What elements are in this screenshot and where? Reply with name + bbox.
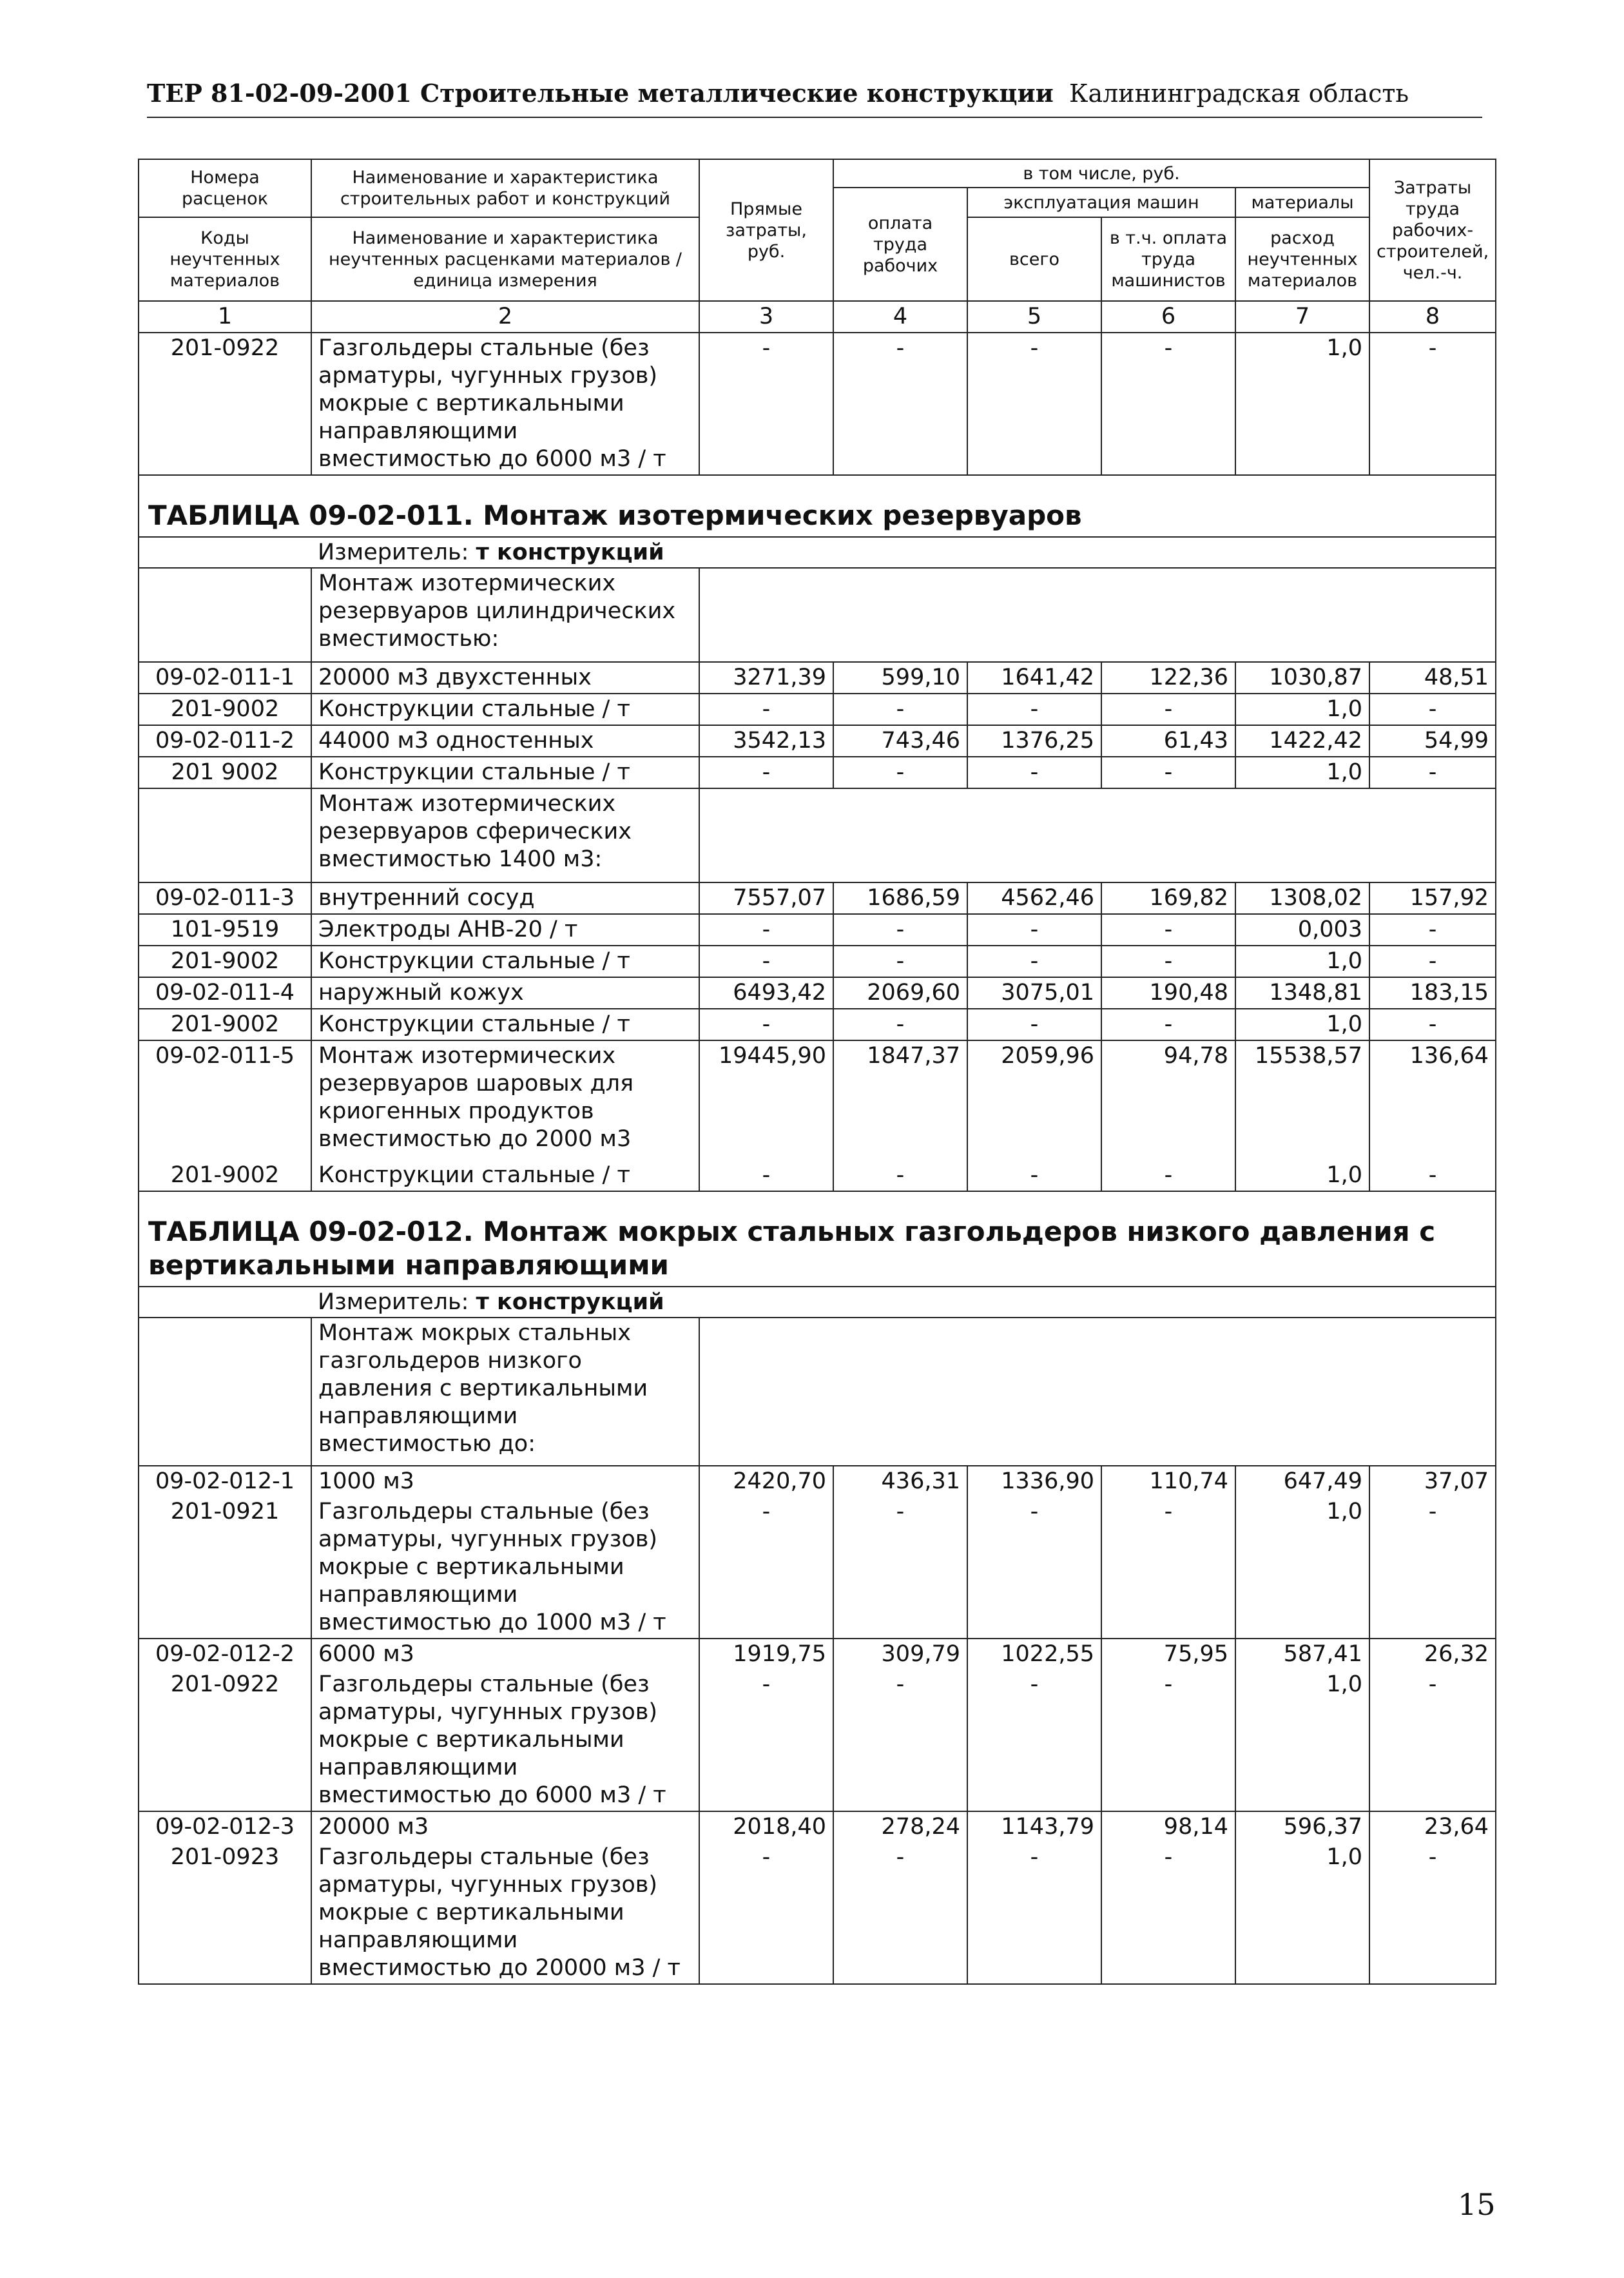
group-description: Монтаж мокрых стальных газгольдеров низкого давления с вертикальными направляющими вместимостью до: — [311, 1318, 699, 1466]
value-labor-hours: - — [1369, 1842, 1496, 1984]
rate-code: 09-02-011-4 — [139, 977, 311, 1009]
value-materials: 1,0 — [1235, 333, 1369, 475]
value-machines: - — [967, 1497, 1101, 1639]
meter-row — [139, 537, 1496, 568]
value-materials: 1348,81 — [1235, 977, 1369, 1009]
value-machines: - — [967, 1160, 1101, 1191]
rate-code: 09-02-011-2 — [139, 725, 311, 757]
material-row — [139, 694, 1496, 725]
value-operators: 75,95 — [1101, 1639, 1235, 1670]
value-direct: - — [699, 1160, 833, 1191]
value-materials: 0,003 — [1235, 914, 1369, 946]
value-materials: 1,0 — [1235, 1842, 1369, 1984]
value-labor: - — [833, 914, 967, 946]
table-row — [139, 1466, 1496, 1497]
value-operators: - — [1101, 757, 1235, 788]
table-title-row — [139, 1191, 1496, 1287]
meter-value: т конструкций — [476, 1289, 664, 1315]
value-labor-hours: 37,07 — [1369, 1466, 1496, 1497]
rate-code: 09-02-011-5 — [139, 1040, 311, 1160]
table-row — [139, 977, 1496, 1009]
material-name: Конструкции стальные / т — [311, 757, 699, 788]
value-direct: - — [699, 1009, 833, 1040]
value-labor-hours: - — [1369, 1009, 1496, 1040]
value-operators: - — [1101, 1670, 1235, 1811]
value-labor: - — [833, 946, 967, 977]
col5-header: всего — [967, 217, 1101, 301]
meter-label: Измеритель: — [318, 1289, 469, 1315]
material-row — [139, 1670, 1496, 1811]
table-title-row — [139, 475, 1496, 537]
rate-code: 09-02-011-3 — [139, 882, 311, 914]
value-materials: 1,0 — [1235, 1009, 1369, 1040]
region-name: Калининградская область — [1069, 79, 1409, 108]
value-machines: - — [967, 1842, 1101, 1984]
value-operators: - — [1101, 946, 1235, 977]
value-labor: 2069,60 — [833, 977, 967, 1009]
value-machines: - — [967, 1670, 1101, 1811]
value-labor: - — [833, 1842, 967, 1984]
value-direct: - — [699, 757, 833, 788]
document-code: ТЕР 81-02-09-2001 Строительные металлические конструкции — [147, 79, 1054, 108]
group-row — [139, 1318, 1496, 1466]
rate-name: 6000 м3 — [311, 1639, 699, 1670]
material-row — [139, 757, 1496, 788]
value-machines: 1143,79 — [967, 1811, 1101, 1842]
value-machines: 1336,90 — [967, 1466, 1101, 1497]
col1-header-top: Номера расценок — [139, 159, 311, 217]
value-materials: 1,0 — [1235, 694, 1369, 725]
rate-name: Монтаж изотермических резервуаров шаровых для криогенных продуктов вместимостью до 2000 м3 — [311, 1040, 699, 1160]
col7-header: расход неучтенных материалов — [1235, 217, 1369, 301]
value-operators: - — [1101, 1842, 1235, 1984]
value-labor-hours: - — [1369, 1160, 1496, 1191]
table-title: ТАБЛИЦА 09-02-012. Монтаж мокрых стальных газгольдеров низкого давления с вертикальными направляющими — [139, 1191, 1496, 1287]
value-operators: - — [1101, 1009, 1235, 1040]
material-name: Газгольдеры стальные (без арматуры, чугунных грузов) мокрые с вертикальными направляющими вместимостью до 20000 м3 / т — [311, 1842, 699, 1984]
material-row — [139, 1842, 1496, 1984]
value-machines: 2059,96 — [967, 1040, 1101, 1160]
value-labor: 309,79 — [833, 1639, 967, 1670]
value-materials: 1,0 — [1235, 1160, 1369, 1191]
col-number: 7 — [1235, 301, 1369, 333]
meter — [311, 537, 1496, 568]
value-labor-hours: 157,92 — [1369, 882, 1496, 914]
table-row — [139, 1040, 1496, 1160]
rates-table — [138, 159, 1496, 1985]
value-machines: 1376,25 — [967, 725, 1101, 757]
machines-header: эксплуатация машин — [967, 188, 1235, 217]
value-labor: 278,24 — [833, 1811, 967, 1842]
material-name: Конструкции стальные / т — [311, 946, 699, 977]
value-labor-hours: - — [1369, 946, 1496, 977]
material-code: 201-0921 — [139, 1497, 311, 1639]
value-labor-hours: - — [1369, 694, 1496, 725]
value-materials: 15538,57 — [1235, 1040, 1369, 1160]
value-direct: 3542,13 — [699, 725, 833, 757]
value-materials: 587,41 — [1235, 1639, 1369, 1670]
material-row — [139, 914, 1496, 946]
value-labor-hours: - — [1369, 914, 1496, 946]
col-number: 3 — [699, 301, 833, 333]
material-code: 201-9002 — [139, 694, 311, 725]
value-labor: - — [833, 757, 967, 788]
material-name: Конструкции стальные / т — [311, 1160, 699, 1191]
col2-header-top: Наименование и характеристика строительных работ и конструкций — [311, 159, 699, 217]
value-labor: 436,31 — [833, 1466, 967, 1497]
value-labor: 599,10 — [833, 662, 967, 694]
value-direct: 7557,07 — [699, 882, 833, 914]
value-labor: - — [833, 694, 967, 725]
value-labor-hours: - — [1369, 333, 1496, 475]
col-number: 2 — [311, 301, 699, 333]
page-header — [147, 79, 1482, 118]
material-row — [139, 946, 1496, 977]
value-labor-hours: 48,51 — [1369, 662, 1496, 694]
value-labor-hours: - — [1369, 1670, 1496, 1811]
value-machines: - — [967, 946, 1101, 977]
col-number: 1 — [139, 301, 311, 333]
value-materials: 1308,02 — [1235, 882, 1369, 914]
value-labor: - — [833, 1009, 967, 1040]
value-direct: 1919,75 — [699, 1639, 833, 1670]
table-row — [139, 882, 1496, 914]
col-number: 6 — [1101, 301, 1235, 333]
meter-value: т конструкций — [476, 540, 664, 565]
group-row — [139, 788, 1496, 882]
value-direct: 2018,40 — [699, 1811, 833, 1842]
value-direct: - — [699, 1842, 833, 1984]
value-labor: 1847,37 — [833, 1040, 967, 1160]
value-direct: - — [699, 946, 833, 977]
value-operators: - — [1101, 914, 1235, 946]
value-direct: 19445,90 — [699, 1040, 833, 1160]
material-row — [139, 1009, 1496, 1040]
value-materials: 1,0 — [1235, 1670, 1369, 1811]
material-code: 201-9002 — [139, 1009, 311, 1040]
group-row — [139, 568, 1496, 662]
material-code: 101-9519 — [139, 914, 311, 946]
meter-row — [139, 1287, 1496, 1318]
value-labor-hours: 54,99 — [1369, 725, 1496, 757]
rates-table-frame — [138, 159, 1495, 1985]
material-row — [139, 1497, 1496, 1639]
value-materials: 1422,42 — [1235, 725, 1369, 757]
value-machines: - — [967, 333, 1101, 475]
table-row — [139, 1811, 1496, 1842]
value-direct: - — [699, 1670, 833, 1811]
col6-header: в т.ч. оплата труда машинистов — [1101, 217, 1235, 301]
col4-header: оплата труда рабочих — [833, 188, 967, 301]
value-operators: 98,14 — [1101, 1811, 1235, 1842]
rate-code: 09-02-012-1 — [139, 1466, 311, 1497]
materials-header: материалы — [1235, 188, 1369, 217]
rate-name: 20000 м3 — [311, 1811, 699, 1842]
table-header — [139, 159, 1496, 333]
table-row — [139, 725, 1496, 757]
rate-name: внутренний сосуд — [311, 882, 699, 914]
value-direct: - — [699, 1497, 833, 1639]
col-number: 5 — [967, 301, 1101, 333]
value-labor: 1686,59 — [833, 882, 967, 914]
value-machines: 1641,42 — [967, 662, 1101, 694]
value-labor-hours: 26,32 — [1369, 1639, 1496, 1670]
value-labor-hours: - — [1369, 1497, 1496, 1639]
material-name: Конструкции стальные / т — [311, 1009, 699, 1040]
value-materials: 1030,87 — [1235, 662, 1369, 694]
value-direct: 2420,70 — [699, 1466, 833, 1497]
col2-header-bottom: Наименование и характеристика неучтенных расценками материалов / единица измерения — [311, 217, 699, 301]
material-name: Конструкции стальные / т — [311, 694, 699, 725]
material-code: 201-9002 — [139, 946, 311, 977]
column-numbers-row — [139, 301, 1496, 333]
value-machines: - — [967, 914, 1101, 946]
value-machines: 4562,46 — [967, 882, 1101, 914]
value-machines: 3075,01 — [967, 977, 1101, 1009]
material-code: 201 9002 — [139, 757, 311, 788]
value-labor-hours: 136,64 — [1369, 1040, 1496, 1160]
rate-name: 20000 м3 двухстенных — [311, 662, 699, 694]
table-row — [139, 662, 1496, 694]
col-number: 4 — [833, 301, 967, 333]
col1-header-bottom: Коды неучтенных материалов — [139, 217, 311, 301]
material-name: Газгольдеры стальные (без арматуры, чугунных грузов) мокрые с вертикальными направляющими вместимостью до 6000 м3 / т — [311, 1670, 699, 1811]
group-description: Монтаж изотермических резервуаров цилиндрических вместимостью: — [311, 568, 699, 662]
value-machines: - — [967, 1009, 1101, 1040]
material-name: Газгольдеры стальные (без арматуры, чугунных грузов) мокрые с вертикальными направляющими вместимостью до 1000 м3 / т — [311, 1497, 699, 1639]
value-labor: - — [833, 1160, 967, 1191]
value-labor: - — [833, 1670, 967, 1811]
value-direct: 6493,42 — [699, 977, 833, 1009]
value-materials: 596,37 — [1235, 1811, 1369, 1842]
value-labor-hours: 183,15 — [1369, 977, 1496, 1009]
material-row — [139, 1160, 1496, 1191]
value-machines: 1022,55 — [967, 1639, 1101, 1670]
page-number: 15 — [1458, 2187, 1496, 2222]
table-row — [139, 1639, 1496, 1670]
value-materials: 647,49 — [1235, 1466, 1369, 1497]
rate-code: 09-02-012-2 — [139, 1639, 311, 1670]
value-labor-hours: 23,64 — [1369, 1811, 1496, 1842]
value-operators: 110,74 — [1101, 1466, 1235, 1497]
value-operators: 122,36 — [1101, 662, 1235, 694]
table-title: ТАБЛИЦА 09-02-011. Монтаж изотермических резервуаров — [139, 475, 1496, 537]
col-number: 8 — [1369, 301, 1496, 333]
value-materials: 1,0 — [1235, 946, 1369, 977]
material-row — [139, 333, 1496, 475]
value-machines: - — [967, 757, 1101, 788]
rate-name: 44000 м3 одностенных — [311, 725, 699, 757]
value-operators: - — [1101, 1497, 1235, 1639]
value-direct: - — [699, 914, 833, 946]
value-operators: 169,82 — [1101, 882, 1235, 914]
rate-name: наружный кожух — [311, 977, 699, 1009]
rate-code: 09-02-011-1 — [139, 662, 311, 694]
value-direct: 3271,39 — [699, 662, 833, 694]
material-name: Газгольдеры стальные (без арматуры, чугунных грузов) мокрые с вертикальными направляющими вместимостью до 6000 м3 / т — [311, 333, 699, 475]
value-operators: 94,78 — [1101, 1040, 1235, 1160]
value-operators: - — [1101, 694, 1235, 725]
material-name: Электроды АНВ-20 / т — [311, 914, 699, 946]
material-code: 201-0922 — [139, 333, 311, 475]
material-code: 201-9002 — [139, 1160, 311, 1191]
material-code: 201-0922 — [139, 1670, 311, 1811]
col3-header: Прямые затраты, руб. — [699, 159, 833, 301]
group-description: Монтаж изотермических резервуаров сферических вместимостью 1400 м3: — [311, 788, 699, 882]
meter — [311, 1287, 1496, 1318]
value-direct: - — [699, 333, 833, 475]
including-header: в том числе, руб. — [833, 159, 1369, 188]
value-labor: - — [833, 333, 967, 475]
value-operators: - — [1101, 333, 1235, 475]
value-labor: - — [833, 1497, 967, 1639]
value-materials: 1,0 — [1235, 1497, 1369, 1639]
value-labor: 743,46 — [833, 725, 967, 757]
value-operators: 61,43 — [1101, 725, 1235, 757]
value-direct: - — [699, 694, 833, 725]
material-code: 201-0923 — [139, 1842, 311, 1984]
value-operators: 190,48 — [1101, 977, 1235, 1009]
rate-name: 1000 м3 — [311, 1466, 699, 1497]
meter-label: Измеритель: — [318, 540, 469, 565]
value-machines: - — [967, 694, 1101, 725]
rate-code: 09-02-012-3 — [139, 1811, 311, 1842]
value-materials: 1,0 — [1235, 757, 1369, 788]
value-labor-hours: - — [1369, 757, 1496, 788]
col8-header: Затраты труда рабочих-строителей, чел.-ч. — [1369, 159, 1496, 301]
value-operators: - — [1101, 1160, 1235, 1191]
